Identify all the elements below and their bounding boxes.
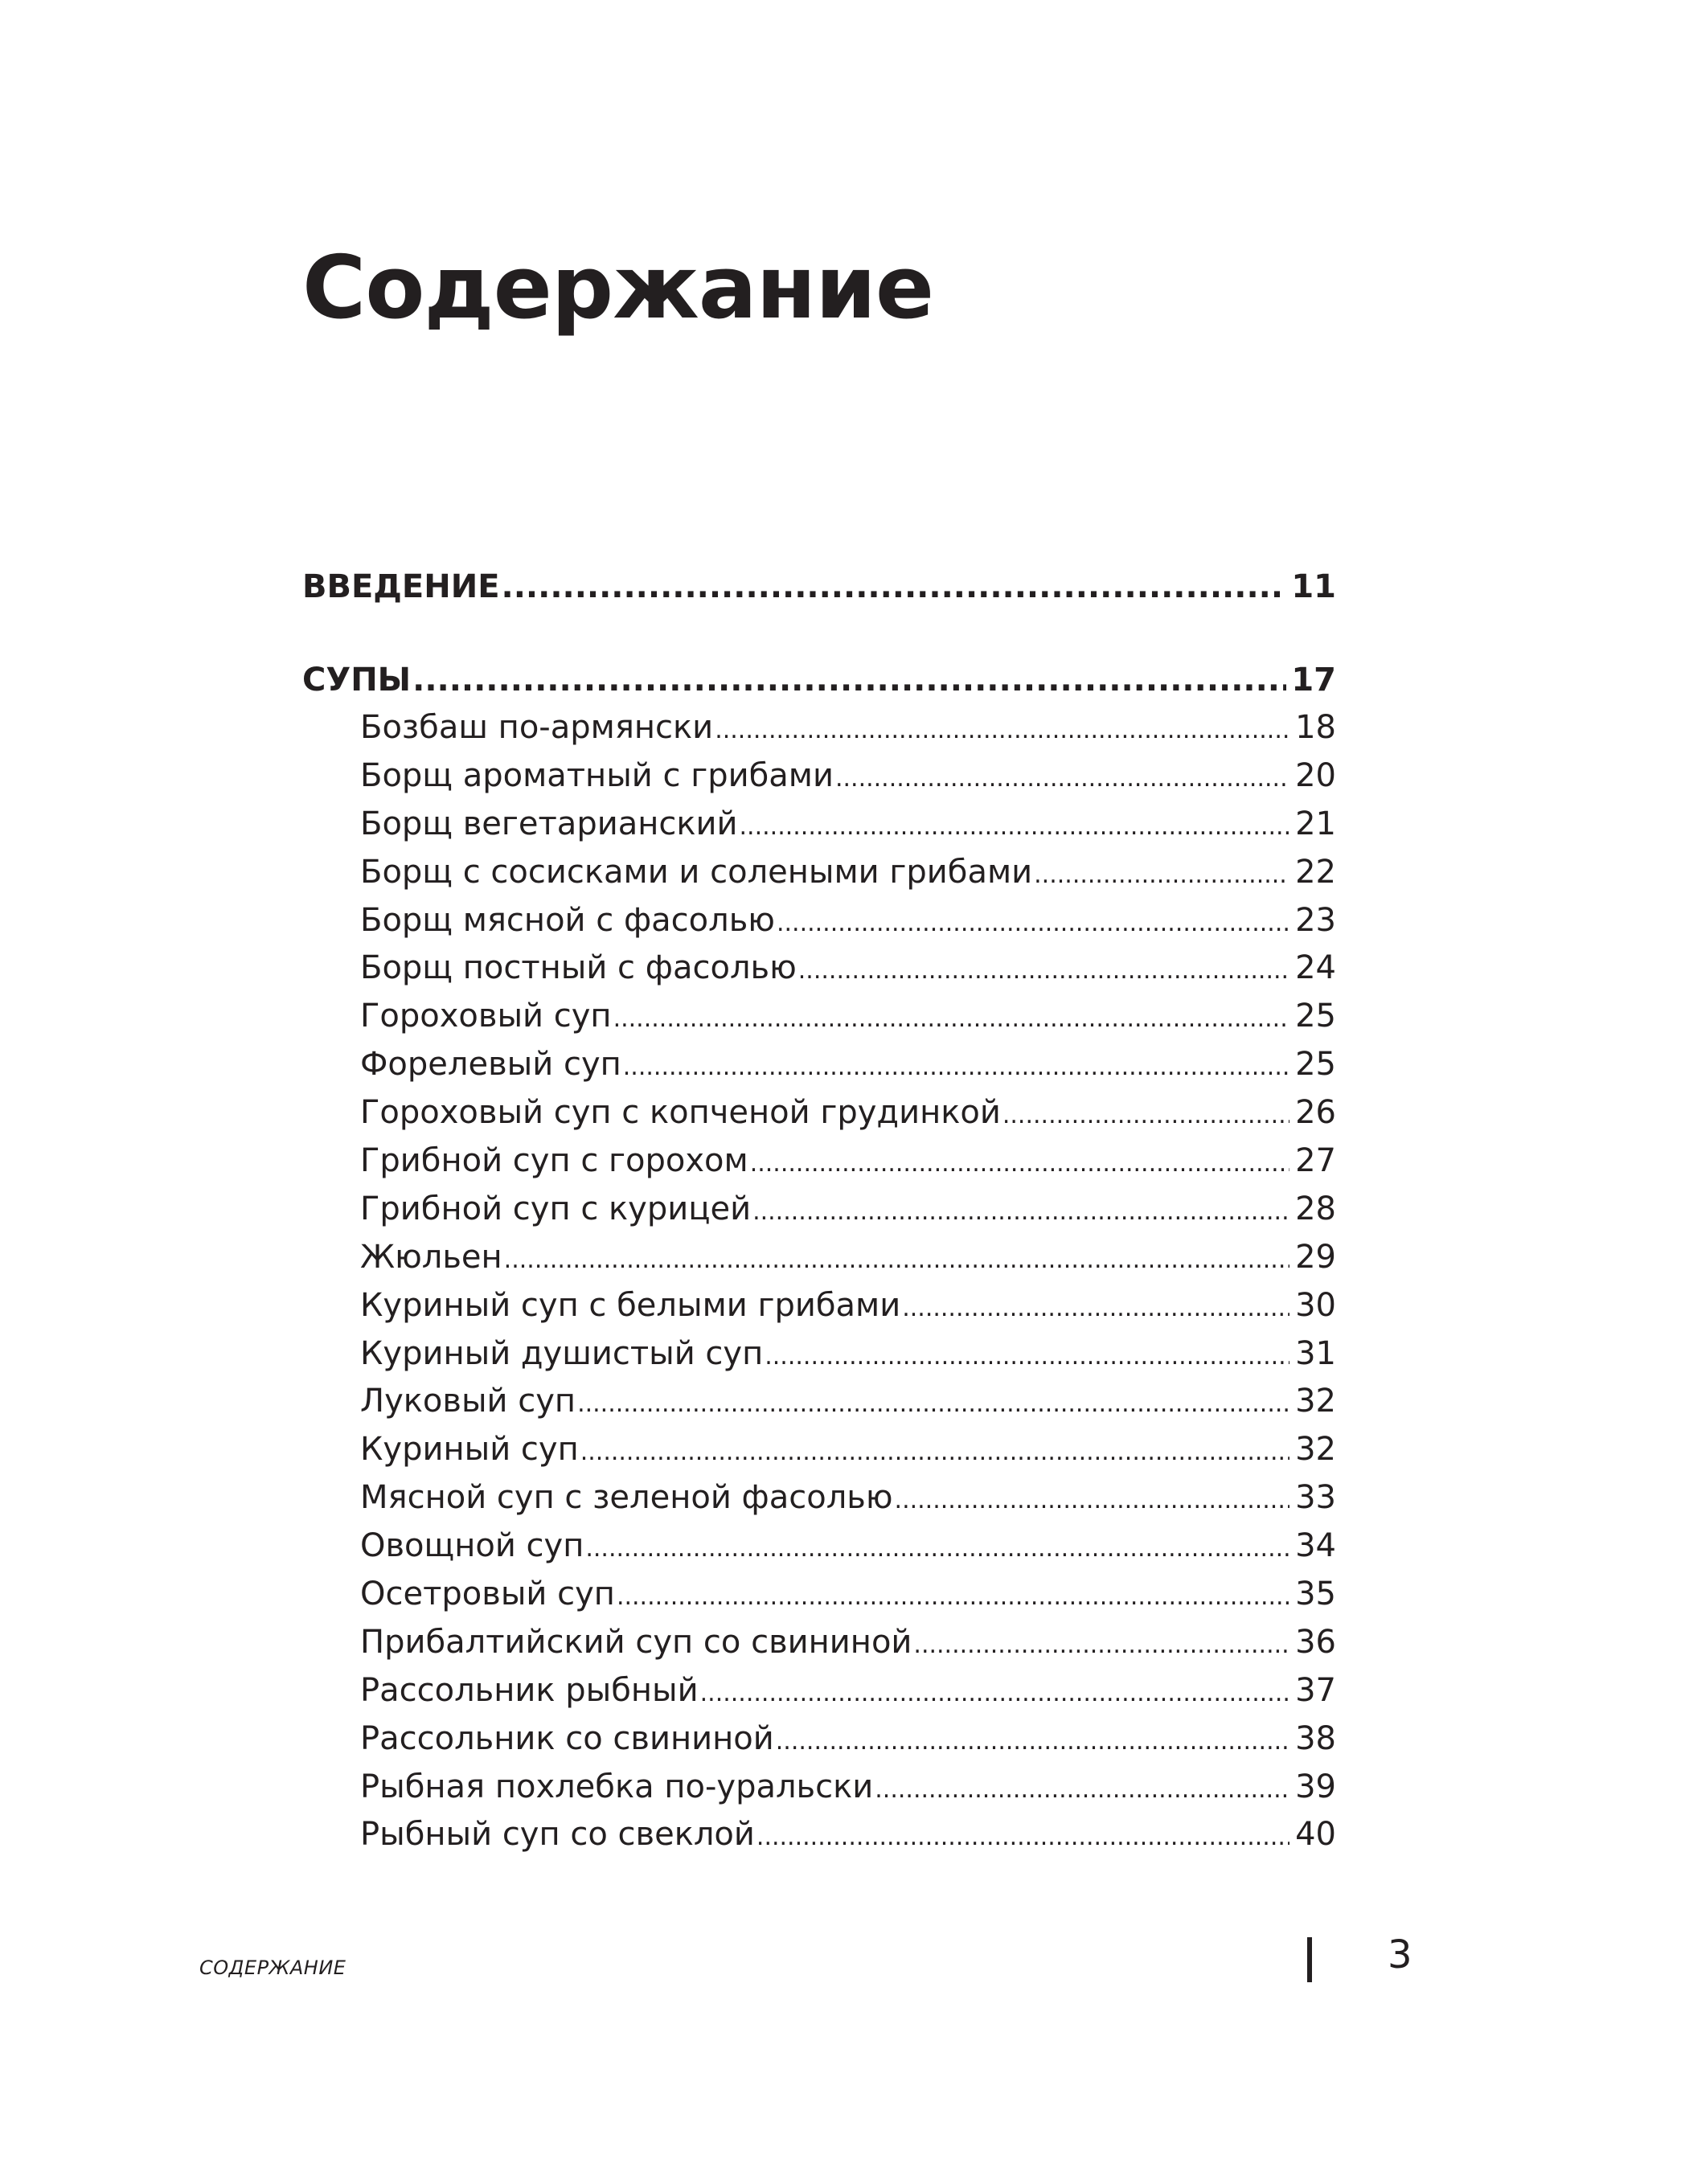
toc-entry-label: Куриный суп <box>360 1431 579 1469</box>
toc-entry[interactable] <box>302 1378 1336 1426</box>
toc-entry[interactable] <box>302 1474 1336 1522</box>
toc-entry[interactable] <box>302 944 1336 993</box>
dot-leader <box>913 1621 1289 1670</box>
dot-leader <box>1034 851 1289 899</box>
dot-leader <box>1002 1092 1289 1140</box>
toc-entry[interactable] <box>302 1186 1336 1234</box>
dot-leader <box>776 1718 1289 1766</box>
toc-entry-label: Борщ постный с фасолью <box>360 949 797 987</box>
toc-entry-page: 31 <box>1295 1334 1336 1372</box>
toc-entry[interactable] <box>302 1137 1336 1186</box>
dot-leader <box>580 1428 1289 1477</box>
toc-entry-page: 33 <box>1295 1479 1336 1517</box>
toc-entry-page: 36 <box>1295 1623 1336 1661</box>
toc-section-label: СУПЫ <box>302 662 412 699</box>
toc-entry[interactable] <box>302 752 1336 801</box>
toc-entry[interactable] <box>302 1234 1336 1282</box>
dot-leader <box>700 1670 1289 1718</box>
dot-leader <box>835 755 1289 803</box>
dot-leader <box>617 1573 1289 1621</box>
toc-entry-label: Прибалтийский суп со свининой <box>360 1623 912 1661</box>
dot-leader <box>750 1140 1289 1188</box>
toc-entry-label: Рассольник со свининой <box>360 1719 774 1757</box>
toc-entry-label: Куриный суп с белыми грибами <box>360 1286 901 1324</box>
toc-entry-page: 24 <box>1295 949 1336 987</box>
toc-entry-label: Луковый суп <box>360 1383 576 1420</box>
toc-section-page: 11 <box>1291 568 1336 605</box>
dot-leader <box>504 1236 1289 1285</box>
toc-entry[interactable] <box>302 1330 1336 1379</box>
toc-entry-label: Грибной суп с курицей <box>360 1190 752 1227</box>
page-number: 3 <box>1388 1932 1412 1977</box>
toc-entry-page: 35 <box>1295 1576 1336 1613</box>
toc-section-page: 17 <box>1291 662 1336 699</box>
toc-entry-label: Рыбная похлебка по-уральски <box>360 1768 874 1805</box>
toc-section-intro[interactable] <box>302 563 1336 611</box>
dot-leader <box>752 1188 1289 1236</box>
toc-entry-page: 40 <box>1295 1816 1336 1854</box>
toc-entry[interactable] <box>302 1089 1336 1137</box>
toc-entry-page: 34 <box>1295 1527 1336 1565</box>
toc-entry[interactable] <box>302 1715 1336 1764</box>
dot-leader <box>765 1333 1289 1381</box>
dot-leader <box>585 1525 1289 1573</box>
toc-entry[interactable] <box>302 1764 1336 1812</box>
toc-section-soups[interactable] <box>302 656 1336 704</box>
toc-entry[interactable] <box>302 1282 1336 1330</box>
toc-entry-label: Борщ мясной с фасолью <box>360 901 775 939</box>
toc-entry[interactable] <box>302 849 1336 897</box>
dot-leader <box>875 1766 1289 1814</box>
toc-entry-page: 25 <box>1295 998 1336 1035</box>
toc-entry-page: 25 <box>1295 1046 1336 1084</box>
toc-entry-page: 39 <box>1295 1768 1336 1805</box>
dot-leader <box>895 1477 1289 1525</box>
page-title: Содержание <box>302 238 934 338</box>
toc-entry-page: 37 <box>1295 1671 1336 1709</box>
toc-entry-page: 22 <box>1295 853 1336 891</box>
toc-entry[interactable] <box>302 1041 1336 1089</box>
toc-entry-label: Осетровый суп <box>360 1576 615 1613</box>
toc-entry[interactable] <box>302 897 1336 945</box>
toc-entry-page: 26 <box>1295 1094 1336 1132</box>
dot-leader <box>740 803 1289 851</box>
toc-entry-page: 38 <box>1295 1719 1336 1757</box>
footer-divider-bar <box>1307 1937 1312 1982</box>
toc-entry[interactable] <box>302 1811 1336 1859</box>
section-spacer <box>302 611 1336 656</box>
toc-entry-label: Борщ с сосисками и солеными грибами <box>360 853 1033 891</box>
toc-entry[interactable] <box>302 993 1336 1041</box>
toc-entry-page: 23 <box>1295 901 1336 939</box>
running-footer-label: СОДЕРЖАНИЕ <box>199 1957 346 1979</box>
toc-entry-label: Борщ вегетарианский <box>360 805 738 842</box>
toc-entry[interactable] <box>302 1522 1336 1571</box>
toc-entry-label: Куриный душистый суп <box>360 1334 764 1372</box>
toc-entry-page: 32 <box>1295 1383 1336 1420</box>
dot-leader <box>502 563 1286 611</box>
toc-entry[interactable] <box>302 704 1336 752</box>
toc-entry-page: 30 <box>1295 1286 1336 1324</box>
dot-leader <box>798 947 1289 995</box>
toc-entry[interactable] <box>302 1426 1336 1474</box>
toc-section-label: ВВЕДЕНИЕ <box>302 568 500 605</box>
dot-leader <box>902 1285 1289 1333</box>
dot-leader <box>756 1813 1289 1862</box>
toc-entry-page: 27 <box>1295 1142 1336 1180</box>
toc-entry-page: 32 <box>1295 1431 1336 1469</box>
dot-leader <box>623 1043 1289 1092</box>
toc-entry-label: Гороховый суп с копченой грудинкой <box>360 1094 1001 1132</box>
toc-entry[interactable] <box>302 1667 1336 1715</box>
toc-entry-label: Рыбный суп со свеклой <box>360 1816 755 1854</box>
toc-entry-page: 18 <box>1295 709 1336 746</box>
toc-entry-label: Форелевый суп <box>360 1046 621 1084</box>
toc-entry-page: 20 <box>1295 756 1336 794</box>
toc-entry-list <box>302 704 1336 1859</box>
toc-entry-page: 29 <box>1295 1238 1336 1276</box>
dot-leader <box>412 656 1286 704</box>
toc-entry[interactable] <box>302 1619 1336 1667</box>
toc-entry-page: 28 <box>1295 1190 1336 1227</box>
toc-entry[interactable] <box>302 1571 1336 1619</box>
table-of-contents <box>302 563 1336 1859</box>
dot-leader <box>613 995 1289 1043</box>
dot-leader <box>777 899 1289 948</box>
toc-entry-label: Мясной суп с зеленой фасолью <box>360 1479 893 1517</box>
dot-leader <box>577 1380 1289 1428</box>
dot-leader <box>715 707 1289 755</box>
toc-entry-label: Гороховый суп <box>360 998 612 1035</box>
toc-entry-label: Овощной суп <box>360 1527 584 1565</box>
toc-entry-label: Рассольник рыбный <box>360 1671 699 1709</box>
toc-entry-label: Жюльен <box>360 1238 502 1276</box>
toc-entry[interactable] <box>302 801 1336 849</box>
toc-entry-label: Грибной суп с горохом <box>360 1142 748 1180</box>
toc-entry-page: 21 <box>1295 805 1336 842</box>
toc-entry-label: Бозбаш по-армянски <box>360 709 714 746</box>
toc-entry-label: Борщ ароматный с грибами <box>360 756 834 794</box>
